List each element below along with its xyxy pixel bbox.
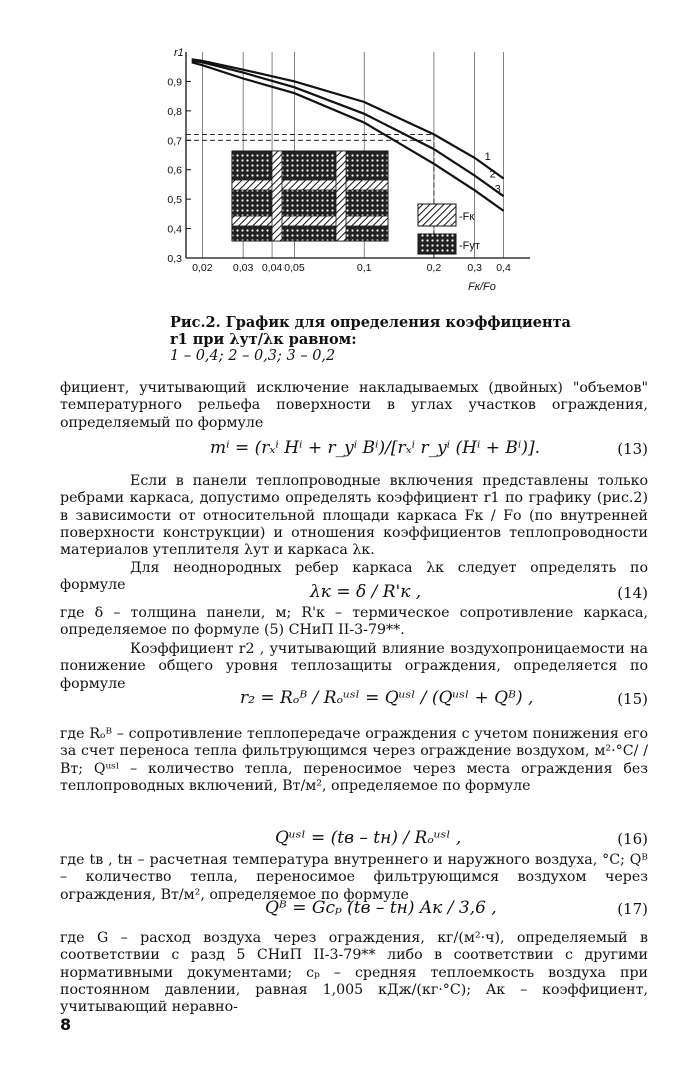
paragraph-3: Для неоднородных ребер каркаса λк следует определять по формуле (60, 560, 648, 594)
y-tick-label: 0,7 (167, 135, 182, 148)
formula-13-expression: mⁱ = (rₓⁱ Hⁱ + r_yⁱ Bⁱ)/[rₓⁱ r_yⁱ (Hⁱ + Bⁱ)]. (210, 438, 541, 458)
x-tick-label: 0,04 (261, 262, 283, 274)
paragraph-1: фициент, учитывающий исключение накладываемых (двойных) "объемов" температурного рельефа поверхности в углах участков ограждения, определяемый по формуле (60, 380, 648, 431)
formula-15-number: (15) (617, 690, 648, 708)
x-tick-label: 0,3 (467, 262, 482, 274)
x-tick-label: 0,2 (426, 262, 442, 274)
caption-line-1: Рис.2. График для определения коэффициента (170, 314, 571, 331)
y-axis-label: r1 (174, 47, 184, 59)
x-tick-label: 0,02 (192, 262, 213, 274)
y-tick-label: 0,5 (167, 194, 182, 207)
x-tick-label: 0,1 (356, 262, 372, 274)
formula-17-number: (17) (617, 900, 648, 918)
formula-14-expression: λк = δ / R'к , (310, 582, 422, 602)
caption-line-3: 1 – 0,4; 2 – 0,3; 3 – 0,2 (170, 348, 336, 364)
series-label-1: 1 (484, 150, 491, 163)
formula-15-expression: r₂ = Rₒᴮ / Rₒᵘˢˡ = Qᵘˢˡ / (Qᵘˢˡ + Qᴮ) , (240, 688, 534, 708)
y-tick-label: 0,6 (167, 164, 182, 177)
y-tick-label: 0,8 (167, 105, 182, 118)
formula-17-expression: Qᴮ = Gcₚ (tв – tн) Aк / 3,6 , (265, 898, 497, 918)
x-tick-label: 0,4 (496, 262, 511, 274)
formula-16 (60, 828, 648, 854)
chart-legend (418, 204, 480, 254)
legend-label-frame: -Fк (459, 211, 475, 223)
formula-14-number: (14) (617, 584, 648, 602)
panel-illustration (232, 151, 388, 241)
legend-label-insulation: -Fут (459, 240, 480, 252)
paragraph-2: Если в панели теплопроводные включения представлены только ребрами каркаса, допустимо определять коэффициент r1 по графику (рис.2) в зависимости от относительной площади каркаса Fк / Fо (по внутренней поверхности конструкции) и отношения коэффициентов теплопроводности материалов утеплителя λут и каркаса λк. (60, 473, 648, 559)
x-tick-label: 0,03 (232, 262, 254, 274)
figure-caption (170, 314, 610, 365)
legend-swatch-frame (418, 204, 456, 226)
series-label-3: 3 (494, 183, 501, 196)
formula-13 (60, 438, 648, 464)
paragraph-8: где G – расход воздуха через ограждения, кг/(м²·ч), определяемый в соответствии с разд 5 СНиП II-3-79** либо в соответствии с другими нормативными документами; cₚ – средняя теплоемкость воздуха при постоянном давлении, равная 1,005 кДж/(кг·°С); Aк – коэффициент, учитывающий неравно- (60, 930, 648, 1016)
formula-13-number: (13) (617, 440, 648, 458)
y-tick-label: 0,4 (167, 223, 182, 236)
r1-chart (150, 38, 560, 308)
y-tick-label: 0,9 (167, 76, 182, 89)
caption-line-2: r1 при λут/λк равном: (170, 331, 357, 348)
legend-swatch-insulation (418, 234, 456, 254)
formula-16-expression: Qᵘˢˡ = (tв – tн) / Rₒᵘˢˡ , (275, 828, 462, 848)
series-label-2: 2 (489, 168, 496, 181)
x-tick-label: 0,05 (284, 262, 305, 274)
x-axis-label: Fк/Fo (468, 281, 496, 293)
paragraph-7: где tв , tн – расчетная температура внутреннего и наружного воздуха, °С; Qᴮ – количество тепла, переносимое фильтрующимся воздухом через ограждения, Вт/м², определяемое по формуле (60, 852, 648, 903)
formula-17 (60, 898, 648, 924)
paragraph-5: Коэффициент r2 , учитывающий влияние воздухопроницаемости на понижение общего уровня теплозащиты ограждения, определяется по формуле (60, 641, 648, 692)
y-tick-label: 0,3 (167, 253, 182, 265)
formula-15 (60, 688, 648, 714)
page-number: 8 (60, 1015, 72, 1034)
paragraph-4: где δ – толщина панели, м; R'к – термическое сопротивление каркаса, определяемое по формуле (5) СНиП II-3-79**. (60, 605, 648, 639)
formula-16-number: (16) (617, 830, 648, 848)
paragraph-6: где Rₒᴮ – сопротивление теплопередаче ограждения с учетом понижения его за счет переноса тепла фильтрующимся через ограждение воздухом, м²·°С/ /Вт; Qᵘˢˡ – количество тепла, переносимое через места ограждения без теплопроводных включений, Вт/м², определяемое по формуле (60, 726, 648, 794)
